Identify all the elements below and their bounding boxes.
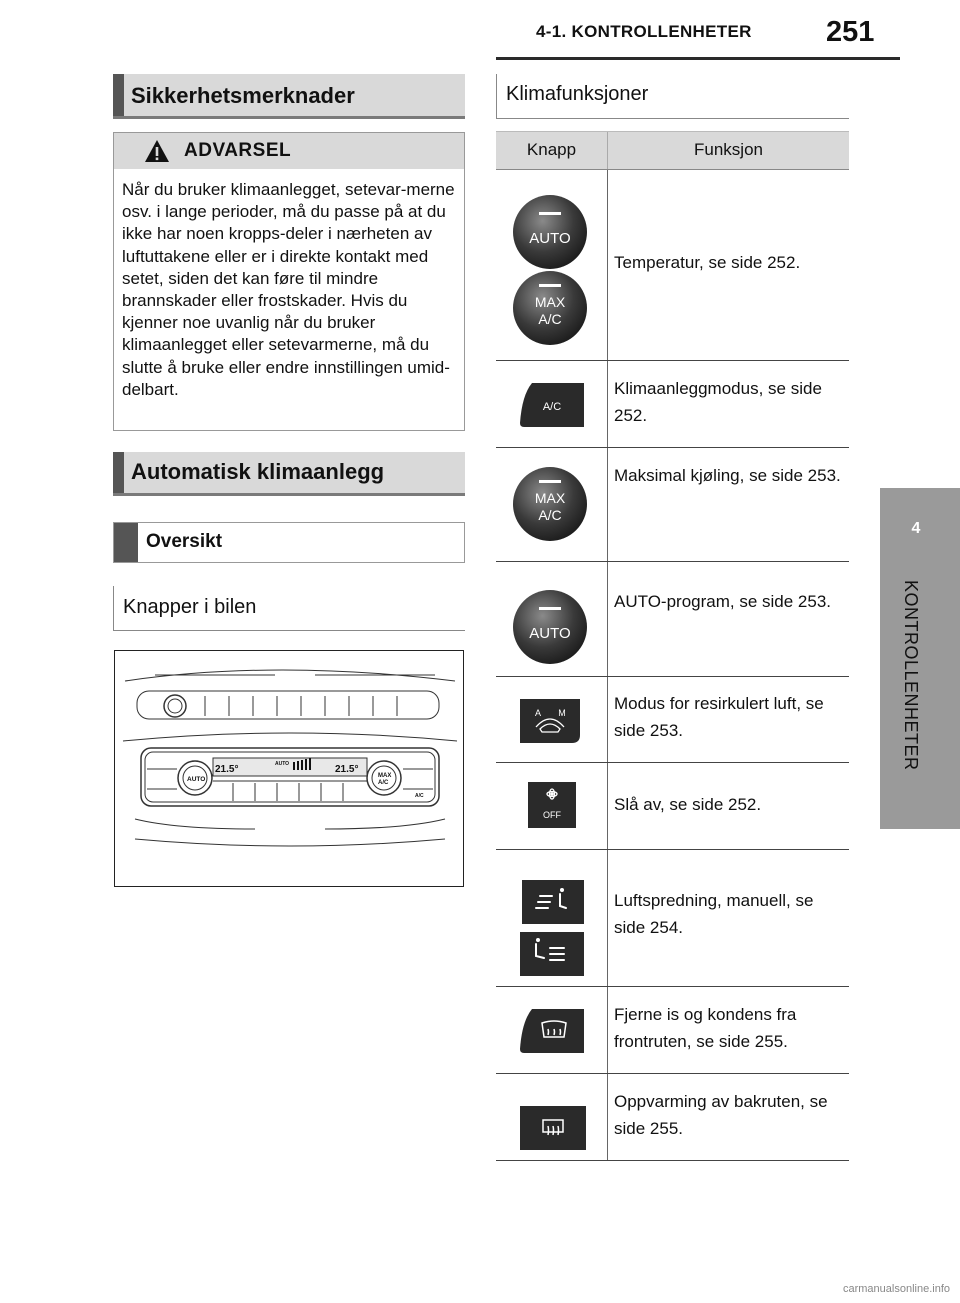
function-text: Oppvarming av bakruten, se side 255. (614, 1092, 828, 1138)
function-text: Temperatur, se side 252. (614, 253, 801, 272)
console-drawing (115, 651, 465, 888)
recirculation-button-icon (518, 697, 582, 745)
warning-title: ADVARSEL (184, 140, 292, 161)
table-row (496, 361, 849, 448)
warning-triangle-icon (144, 139, 170, 163)
function-text: AUTO-program, se side 253. (614, 592, 831, 611)
buttons-in-car-heading (113, 586, 465, 631)
subheading-marker (114, 523, 138, 562)
heading-marker (113, 452, 124, 493)
chapter-side-label (893, 580, 923, 800)
off-label: OFF (543, 810, 561, 820)
table-row (496, 850, 849, 987)
table-row (496, 1074, 849, 1161)
function-text: Slå av, se side 252. (614, 795, 762, 814)
air-distribution-icon (518, 878, 586, 978)
console-ac-label: A/C (415, 793, 424, 799)
climate-functions-table (496, 131, 849, 1161)
safety-heading (113, 74, 465, 119)
console-max-ac-label: A/C (378, 780, 389, 786)
table-header-row (496, 131, 849, 170)
overview-heading (113, 522, 465, 563)
climate-functions-heading (496, 74, 849, 119)
table-row (496, 677, 849, 763)
safety-heading-text: Sikkerhetsmerknader (131, 83, 355, 108)
auto-climate-heading-text: Automatisk klimaanlegg (131, 459, 385, 484)
warning-header (114, 133, 464, 169)
ac-label: A/C (542, 401, 562, 413)
function-text: Maksimal kjøling, se side 253. (614, 466, 841, 485)
heading-marker (113, 74, 124, 116)
function-text: Modus for resirkulert luft, se side 253. (614, 694, 824, 740)
warning-text: Når du bruker klimaanlegget, setevar-merne osv. i lange perioder, må du passe på at du ikke har noen kropps-deler i nærheten av luftuttakene eller er i direkte kontakt med setet, siden det kan føre til mindre brannskader eller frostskader. Hvis du kjenner noe uvanlig når du bruker klimaanlegget eller setevarmerne, må du slutte å bruke eller endre innstillingen umid-delbart. (122, 180, 455, 399)
max-ac-knob-icon (512, 466, 588, 542)
table-row (496, 448, 849, 562)
header-rule (496, 57, 900, 60)
ac-button-illustration (496, 361, 607, 447)
front-defrost-button-illustration (496, 987, 607, 1073)
function-text: Klimaanleggmodus, se side 252. (614, 379, 822, 425)
console-max-label: MAX (378, 773, 392, 779)
front-defrost-icon (518, 1007, 586, 1055)
buttons-in-car-heading-text: Knapper i bilen (123, 596, 257, 618)
console-temp-left: 21.5° (215, 764, 239, 775)
auto-knob-icon (512, 589, 588, 665)
knob-max-ac-label: A/C (538, 311, 562, 327)
rear-window-heating-icon (518, 1104, 588, 1152)
recirculation-button-illustration (496, 677, 607, 762)
col-header-function: Funksjon (694, 140, 763, 159)
off-button-illustration (496, 763, 607, 849)
max-label: MAX (534, 490, 566, 506)
recirc-m-label: M (558, 708, 566, 718)
warning-box (113, 132, 465, 431)
console-temp-right: 21.5° (335, 764, 359, 775)
chapter-number: 4 (911, 520, 921, 537)
auto-label: AUTO (529, 625, 571, 642)
rear-window-heating-button-illustration (496, 1074, 607, 1160)
col-header-button: Knapp (526, 140, 577, 159)
ac-button-icon (518, 381, 586, 429)
function-text: Fjerne is og kondens fra frontruten, se side 255. (614, 1005, 797, 1051)
table-row (496, 170, 849, 361)
chapter-title: 4-1. KONTROLLENHETER (536, 22, 752, 41)
table-row (496, 562, 849, 677)
max-ac-button-illustration (496, 448, 607, 561)
page-number: 251 (826, 16, 875, 48)
recirc-a-label: A (534, 708, 542, 718)
function-text: Luftspredning, manuell, se side 254. (614, 891, 814, 937)
watermark: carmanualsonline.info (842, 1283, 950, 1295)
off-button-icon (527, 781, 577, 829)
auto-button-illustration (496, 562, 607, 676)
max-ac-label: A/C (538, 507, 562, 523)
console-display-auto: AUTO (275, 761, 290, 767)
knob-max-label: MAX (534, 294, 566, 310)
auto-climate-heading (113, 452, 465, 496)
temperature-buttons-illustration (496, 170, 607, 360)
overview-heading-text: Oversikt (146, 531, 223, 552)
temperature-knob-icon (512, 194, 588, 346)
table-row (496, 763, 849, 850)
climate-console-illustration (114, 650, 464, 887)
climate-functions-heading-text: Klimafunksjoner (506, 83, 649, 105)
console-auto-label: AUTO (187, 776, 206, 783)
chapter-side-label-text: KONTROLLENHETER (901, 580, 921, 771)
knob-auto-label: AUTO (529, 230, 571, 247)
air-distribution-buttons-illustration (496, 850, 607, 986)
table-row (496, 987, 849, 1074)
